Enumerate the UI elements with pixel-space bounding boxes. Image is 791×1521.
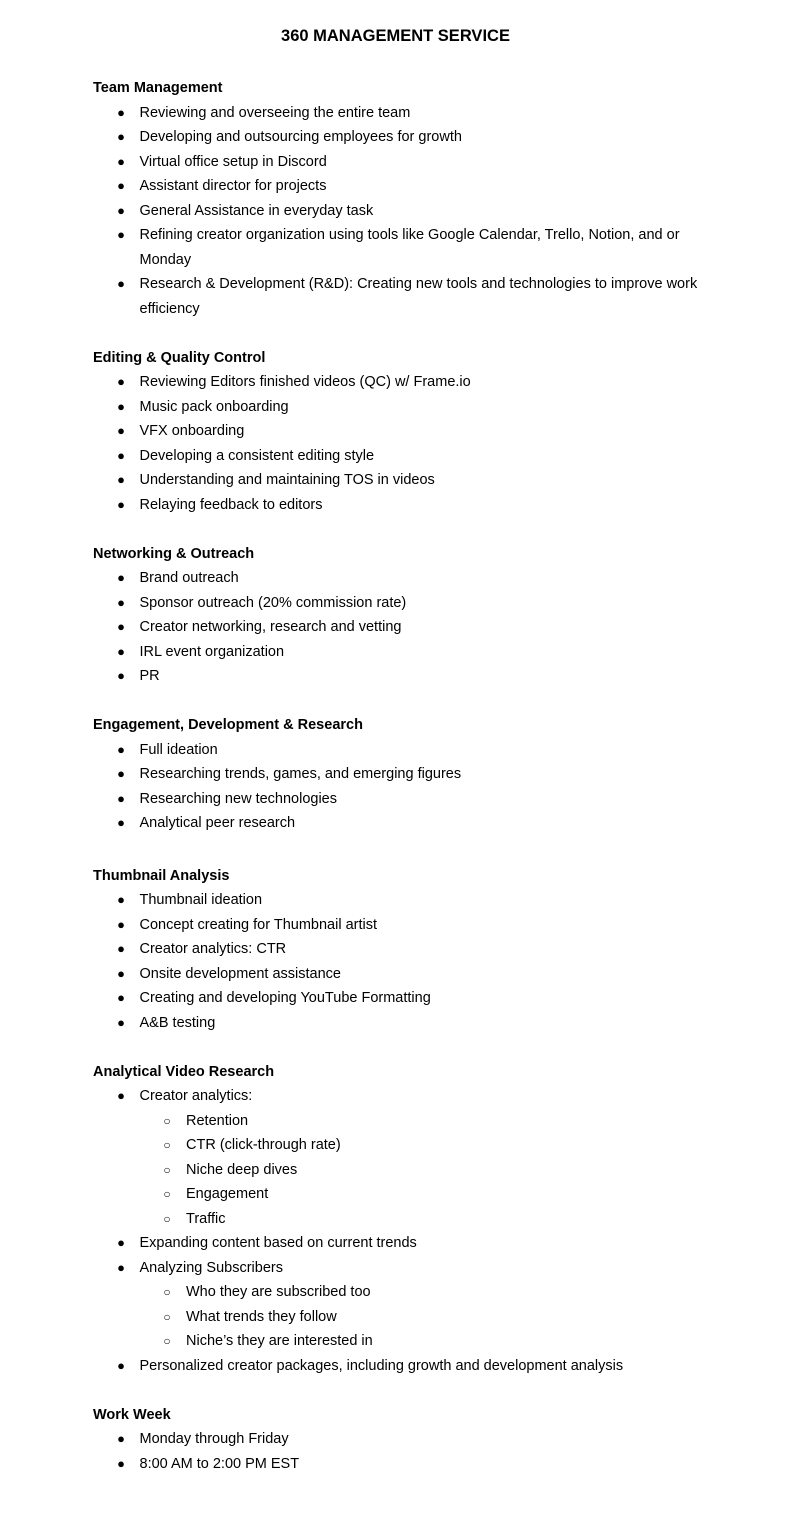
list-item-text: Virtual office setup in Discord <box>139 153 327 170</box>
list-item-text: General Assistance in everyday task <box>139 202 374 219</box>
list-item-text: Onsite development assistance <box>139 965 341 982</box>
bullet-list <box>93 566 713 689</box>
section-heading: Analytical Video Research <box>93 1063 275 1080</box>
section-spacer <box>93 1378 713 1403</box>
document-title: 360 MANAGEMENT SERVICE <box>281 27 510 45</box>
bullet-icon: ● <box>117 1014 125 1030</box>
sub-list-item-text: Traffic <box>186 1210 226 1227</box>
sub-list-item-text: What trends they follow <box>186 1308 337 1325</box>
circle-bullet-icon: ○ <box>163 1285 171 1299</box>
list-item <box>93 370 713 395</box>
list-item <box>93 640 713 665</box>
section <box>93 1403 713 1477</box>
bullet-icon: ● <box>117 447 125 463</box>
sub-list-item-text: Niche deep dives <box>186 1161 298 1178</box>
list-item-text: IRL event organization <box>139 643 285 660</box>
list-item-text: Researching new technologies <box>139 790 337 807</box>
section-heading: Engagement, Development & Research <box>93 717 363 733</box>
circle-bullet-icon: ○ <box>163 1211 171 1226</box>
sub-list-item <box>93 1329 713 1354</box>
bullet-list <box>93 888 713 1035</box>
circle-bullet-icon: ○ <box>163 1334 171 1348</box>
list-item-text: Developing and outsourcing employees for growth <box>139 129 462 145</box>
list-item <box>93 962 713 987</box>
bullet-icon: ● <box>117 1088 125 1103</box>
list-item <box>93 913 713 938</box>
list-item <box>93 419 713 444</box>
list-item-text: Creator networking, research and vetting <box>139 619 402 635</box>
bullet-icon: ● <box>117 766 125 781</box>
bullet-icon: ● <box>117 594 125 610</box>
list-item-text: Brand outreach <box>139 570 239 586</box>
list-item <box>93 272 713 321</box>
list-item-text: Thumbnail ideation <box>139 892 263 908</box>
list-item <box>93 199 713 224</box>
list-item <box>93 493 713 518</box>
bullet-icon: ● <box>117 965 125 981</box>
circle-bullet-icon: ○ <box>163 1309 171 1324</box>
list-item-text: Reviewing and overseeing the entire team <box>139 104 411 121</box>
bullet-icon: ● <box>117 815 125 830</box>
list-item-text: Developing a consistent editing style <box>139 447 375 464</box>
list-item <box>93 223 713 272</box>
bullet-icon: ● <box>117 276 125 291</box>
bullet-icon: ● <box>117 1235 125 1250</box>
list-item-text: Creating and developing YouTube Formatting <box>139 990 431 1006</box>
list-item <box>93 986 713 1011</box>
bullet-icon: ● <box>117 153 125 169</box>
list-item <box>93 101 713 126</box>
section <box>93 713 713 836</box>
list-item <box>93 1256 713 1281</box>
list-item <box>93 1427 713 1452</box>
list-item <box>93 125 713 150</box>
list-item <box>93 566 713 591</box>
section-spacer <box>93 689 713 714</box>
bullet-icon: ● <box>117 643 125 659</box>
section <box>93 1060 713 1379</box>
circle-bullet-icon: ○ <box>163 1138 171 1152</box>
list-item-text: Monday through Friday <box>139 1431 289 1447</box>
list-item-text: A&B testing <box>139 1014 216 1031</box>
list-item <box>93 664 713 689</box>
list-item <box>93 174 713 199</box>
list-item-text: PR <box>139 668 160 684</box>
list-item-text: Creator analytics: <box>139 1088 253 1104</box>
sub-list-item <box>93 1158 713 1183</box>
bullet-icon: ● <box>117 619 125 634</box>
list-item-text: Understanding and maintaining TOS in videos <box>139 472 435 488</box>
section-heading: Networking & Outreach <box>93 545 255 562</box>
sub-list-item <box>93 1207 713 1232</box>
bullet-icon: ● <box>117 1357 125 1373</box>
list-item-text: Reviewing Editors finished videos (QC) w/ Frame.io <box>139 374 471 390</box>
bullet-icon: ● <box>117 916 125 932</box>
list-item-text: Creator analytics: CTR <box>139 941 287 957</box>
sub-list-item-text: Who they are subscribed too <box>186 1284 371 1300</box>
circle-bullet-icon: ○ <box>163 1187 171 1201</box>
list-item <box>93 738 713 763</box>
list-item <box>93 1231 713 1256</box>
bullet-icon: ● <box>117 1455 125 1471</box>
bullet-icon: ● <box>117 374 125 389</box>
list-item-text: Full ideation <box>139 741 218 758</box>
list-item <box>93 1084 713 1109</box>
list-item-text: Personalized creator packages, including growth and development analysis <box>139 1357 624 1374</box>
section <box>93 542 713 689</box>
bullet-icon: ● <box>117 790 125 806</box>
list-item <box>93 468 713 493</box>
bullet-icon: ● <box>117 1259 125 1275</box>
sub-list-item <box>93 1280 713 1305</box>
bullet-icon: ● <box>117 472 125 487</box>
list-item-text: Assistant director for projects <box>139 178 327 194</box>
list-item <box>93 615 713 640</box>
list-item <box>93 811 713 836</box>
section-spacer <box>93 321 713 346</box>
bullet-icon: ● <box>117 741 125 757</box>
section <box>93 346 713 518</box>
bullet-list <box>93 101 713 322</box>
bullet-list <box>93 1084 713 1378</box>
sub-list-item <box>93 1305 713 1330</box>
section-spacer <box>93 1035 713 1060</box>
section-spacer <box>93 836 713 864</box>
bullet-icon: ● <box>117 941 125 956</box>
list-item <box>93 888 713 913</box>
list-item-text: 8:00 AM to 2:00 PM EST <box>139 1455 300 1472</box>
list-item-text: Refining creator organization using tools like Google Calendar, Trello, Notion, and or Monday <box>139 227 680 268</box>
sub-list-item-text: Engagement <box>186 1186 269 1202</box>
list-item-text: Sponsor outreach (20% commission rate) <box>139 594 407 611</box>
sub-list-item <box>93 1109 713 1134</box>
list-item <box>93 150 713 175</box>
bullet-list <box>93 738 713 836</box>
list-item-text: Concept creating for Thumbnail artist <box>139 916 377 933</box>
section <box>93 864 713 1036</box>
sub-list-item-text: Niche’s they are interested in <box>186 1333 373 1349</box>
circle-bullet-icon: ○ <box>163 1113 171 1128</box>
document-body <box>93 76 713 1476</box>
bullet-icon: ● <box>117 423 125 438</box>
bullet-icon: ● <box>117 1431 125 1446</box>
list-item-text: Analytical peer research <box>139 815 296 831</box>
list-item <box>93 1011 713 1036</box>
bullet-icon: ● <box>117 668 125 683</box>
section-heading: Team Management <box>93 80 223 96</box>
list-item <box>93 787 713 812</box>
list-item <box>93 1452 713 1477</box>
list-item-text: VFX onboarding <box>139 423 245 439</box>
sub-list-item-text: CTR (click-through rate) <box>186 1137 341 1153</box>
list-item <box>93 1354 713 1379</box>
section-heading: Thumbnail Analysis <box>93 867 230 884</box>
sub-list-item <box>93 1133 713 1158</box>
list-item <box>93 591 713 616</box>
list-item-text: Analyzing Subscribers <box>139 1259 283 1276</box>
list-item <box>93 444 713 469</box>
bullet-icon: ● <box>117 104 125 120</box>
list-item <box>93 937 713 962</box>
list-item-text: Music pack onboarding <box>139 398 289 415</box>
list-item-text: Relaying feedback to editors <box>139 496 323 513</box>
circle-bullet-icon: ○ <box>163 1162 171 1177</box>
section-heading: Work Week <box>93 1406 171 1423</box>
list-item-text: Research & Development (R&D): Creating new tools and technologies to improve work efficiency <box>139 276 698 317</box>
bullet-icon: ● <box>117 202 125 218</box>
bullet-list <box>93 370 713 517</box>
bullet-icon: ● <box>117 990 125 1005</box>
sub-list-item <box>93 1182 713 1207</box>
bullet-icon: ● <box>117 496 125 512</box>
bullet-list <box>93 1427 713 1476</box>
list-item <box>93 395 713 420</box>
list-item-text: Researching trends, games, and emerging figures <box>139 766 462 782</box>
section-spacer <box>93 517 713 542</box>
bullet-icon: ● <box>117 178 125 193</box>
bullet-icon: ● <box>117 398 125 414</box>
sub-list-item-text: Retention <box>186 1112 249 1129</box>
bullet-icon: ● <box>117 227 125 242</box>
bullet-icon: ● <box>117 892 125 907</box>
list-item <box>93 762 713 787</box>
list-item-text: Expanding content based on current trends <box>139 1235 417 1251</box>
bullet-icon: ● <box>117 129 125 144</box>
section-heading: Editing & Quality Control <box>93 349 266 366</box>
bullet-icon: ● <box>117 570 125 585</box>
section <box>93 76 713 321</box>
